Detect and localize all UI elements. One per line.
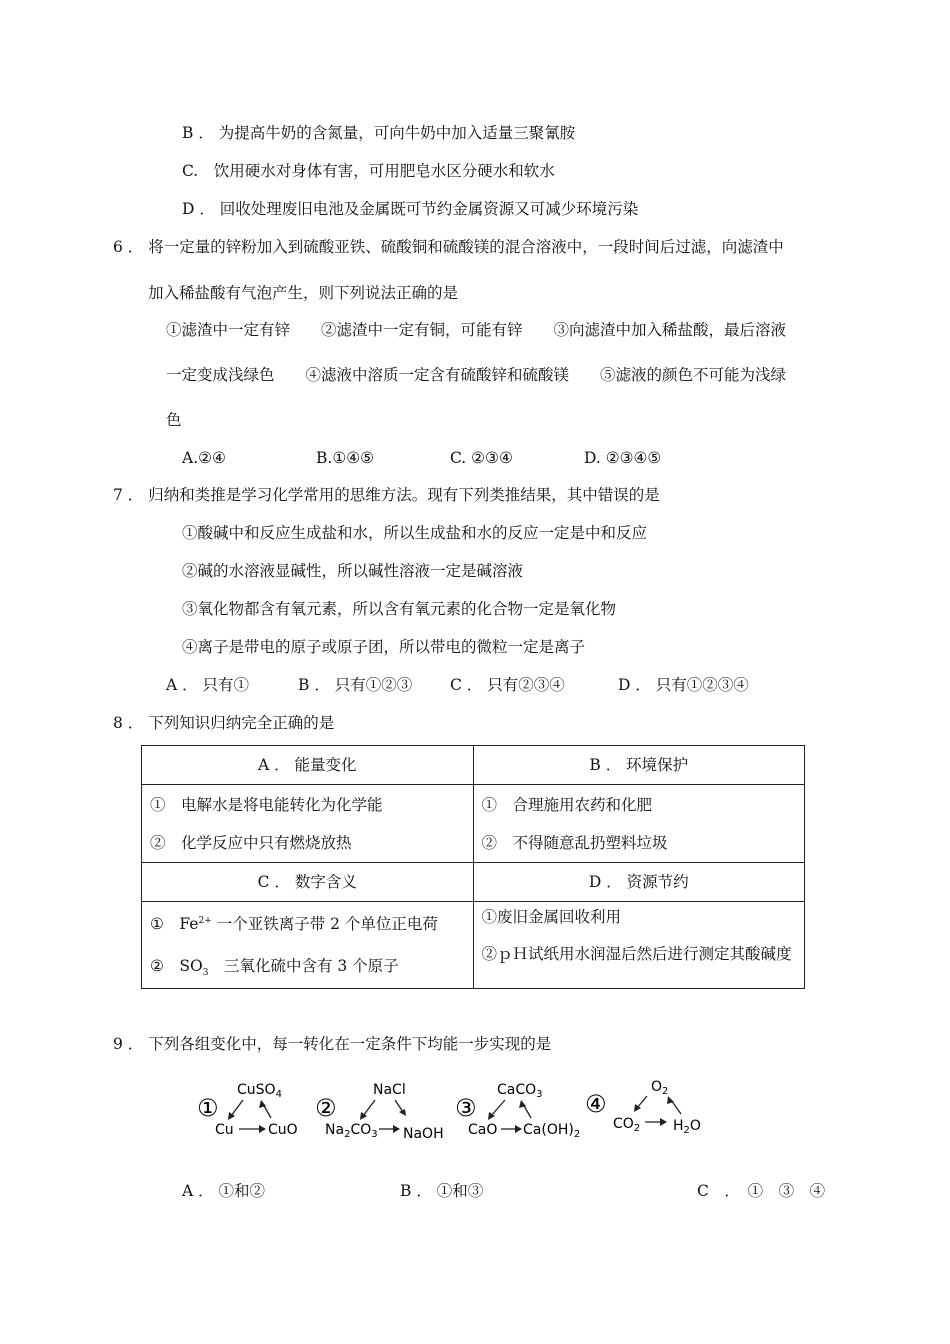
diagram3-left: CaO — [468, 1122, 498, 1138]
q8-a-item1: ① 电解水是将电能转化为化学能 — [150, 796, 383, 814]
diagram1-arrow-down — [231, 1100, 243, 1116]
diagram1-right: CuO — [268, 1122, 298, 1138]
diagram3-number: ③ — [455, 1094, 477, 1122]
q8-cell-d — [473, 902, 805, 989]
q6-choice-a: A.②④ — [182, 449, 226, 467]
q8-header-b: B ． 环境保护 — [473, 746, 805, 785]
q9-diagram-2 — [315, 1078, 450, 1142]
q6-items-line1: ①滤渣中一定有锌 ②滤渣中一定有铜，可能有锌 ③向滤渣中加入稀盐酸，最后溶液 — [166, 321, 787, 339]
diagram3-arrow-down — [491, 1100, 505, 1116]
diagram4-left: $CO_2$ — [613, 1116, 641, 1134]
q9-choice-c: C ． ① ③ ④ — [697, 1182, 826, 1200]
q8-b-item2: ② 不得随意乱扔塑料垃圾 — [481, 834, 668, 852]
diagram2-number: ② — [315, 1094, 337, 1122]
q8-knowledge-table — [141, 745, 805, 989]
q9-choice-b: B ． ①和③ — [400, 1182, 484, 1200]
q7-choice-d: D ． 只有①②③④ — [618, 676, 749, 694]
q7-item3: ③氧化物都含有氧元素，所以含有氧元素的化合物一定是氧化物 — [182, 600, 617, 618]
diagram2-arrow-down — [363, 1100, 375, 1116]
q9-stem: 9 ． 下列各组变化中，每一转化在一定条件下均能一步实现的是 — [113, 1035, 552, 1053]
q8-d-item1: ①废旧金属回收利用 — [481, 908, 622, 926]
q8-c-item2: ② $SO_3$ 三氧化硫中含有 3 个原子 — [150, 957, 399, 979]
diagram2-left: $Na_2CO_3$ — [325, 1122, 378, 1138]
diagram2-arrow-right-down — [395, 1100, 403, 1112]
diagram3-right: $Ca(OH)_2$ — [523, 1122, 581, 1138]
q6-items-line3: 色 — [166, 411, 182, 429]
q9-diagram-4 — [585, 1078, 705, 1142]
q7-choice-b: B ． 只有①②③ — [298, 676, 413, 694]
diagram1-number: ① — [197, 1094, 219, 1122]
q5-option-b: B ． 为提高牛奶的含氮量，可向牛奶中加入适量三聚氰胺 — [182, 124, 576, 142]
q9-choice-a: A ． ①和② — [182, 1182, 266, 1200]
q6-stem-line1: 6 ． 将一定量的锌粉加入到硫酸亚铁、硫酸铜和硫酸镁的混合溶液中，一段时间后过滤，向滤渣中 — [113, 238, 784, 256]
q8-cell-b — [473, 785, 805, 863]
q9-diagram-1 — [195, 1078, 305, 1142]
diagram4-number: ④ — [585, 1090, 607, 1118]
q8-header-a: A ． 能量变化 — [142, 746, 474, 785]
diagram2-top: NaCl — [373, 1082, 406, 1098]
q8-header-c: C ． 数字含义 — [142, 863, 474, 902]
q8-d-item2: ②ｐＨ试纸用水润湿后然后进行测定其酸碱度 — [481, 945, 792, 963]
q7-choice-c: C ． 只有②③④ — [450, 676, 565, 694]
q8-a-item2: ② 化学反应中只有燃烧放热 — [150, 834, 352, 852]
q8-cell-a — [142, 785, 474, 863]
diagram2-right: NaOH — [403, 1126, 444, 1138]
q6-choice-b: B.①④⑤ — [316, 449, 375, 467]
q8-header-d: D ． 资源节约 — [473, 863, 805, 902]
q7-item1: ①酸碱中和反应生成盐和水，所以生成盐和水的反应一定是中和反应 — [182, 524, 648, 542]
q7-item4: ④离子是带电的原子或原子团，所以带电的微粒一定是离子 — [182, 638, 586, 656]
q5-option-c: C. 饮用硬水对身体有害，可用肥皂水区分硬水和软水 — [182, 162, 555, 180]
diagram4-top: $O_2$ — [651, 1079, 669, 1097]
q7-item2: ②碱的水溶液显碱性，所以碱性溶液一定是碱溶液 — [182, 562, 524, 580]
q6-choice-c: C. ②③④ — [450, 449, 513, 467]
q6-items-line2: 一定变成浅绿色 ④滤液中溶质一定含有硫酸锌和硫酸镁 ⑤滤液的颜色不可能为浅绿 — [166, 366, 787, 384]
q8-b-item1: ① 合理施用农药和化肥 — [481, 796, 653, 814]
q6-stem-line2: 加入稀盐酸有气泡产生，则下列说法正确的是 — [148, 284, 459, 302]
q8-stem: 8 ． 下列知识归纳完全正确的是 — [113, 714, 335, 732]
q8-cell-c — [142, 902, 474, 989]
q9-diagram-3 — [455, 1078, 590, 1142]
q8-c-item1: ① $Fe^{2+}$ 一个亚铁离子带 2 个单位正电荷 — [150, 915, 438, 933]
diagram4-right: $H_2O$ — [673, 1118, 701, 1136]
q7-stem: 7 ． 归纳和类推是学习化学常用的思维方法。现有下列类推结果，其中错误的是 — [113, 486, 660, 504]
diagram1-top: CuSO$_4$ — [237, 1082, 282, 1100]
q7-choice-a: A ． 只有① — [166, 676, 250, 694]
diagram4-arrow-down — [637, 1096, 647, 1108]
diagram1-left: Cu — [215, 1122, 234, 1138]
q5-option-d: D ． 回收处理废旧电池及金属既可节约金属资源又可减少环境污染 — [182, 200, 639, 218]
diagram3-top: CaCO$_3$ — [497, 1082, 543, 1100]
q6-choice-d: D. ②③④⑤ — [584, 449, 662, 467]
